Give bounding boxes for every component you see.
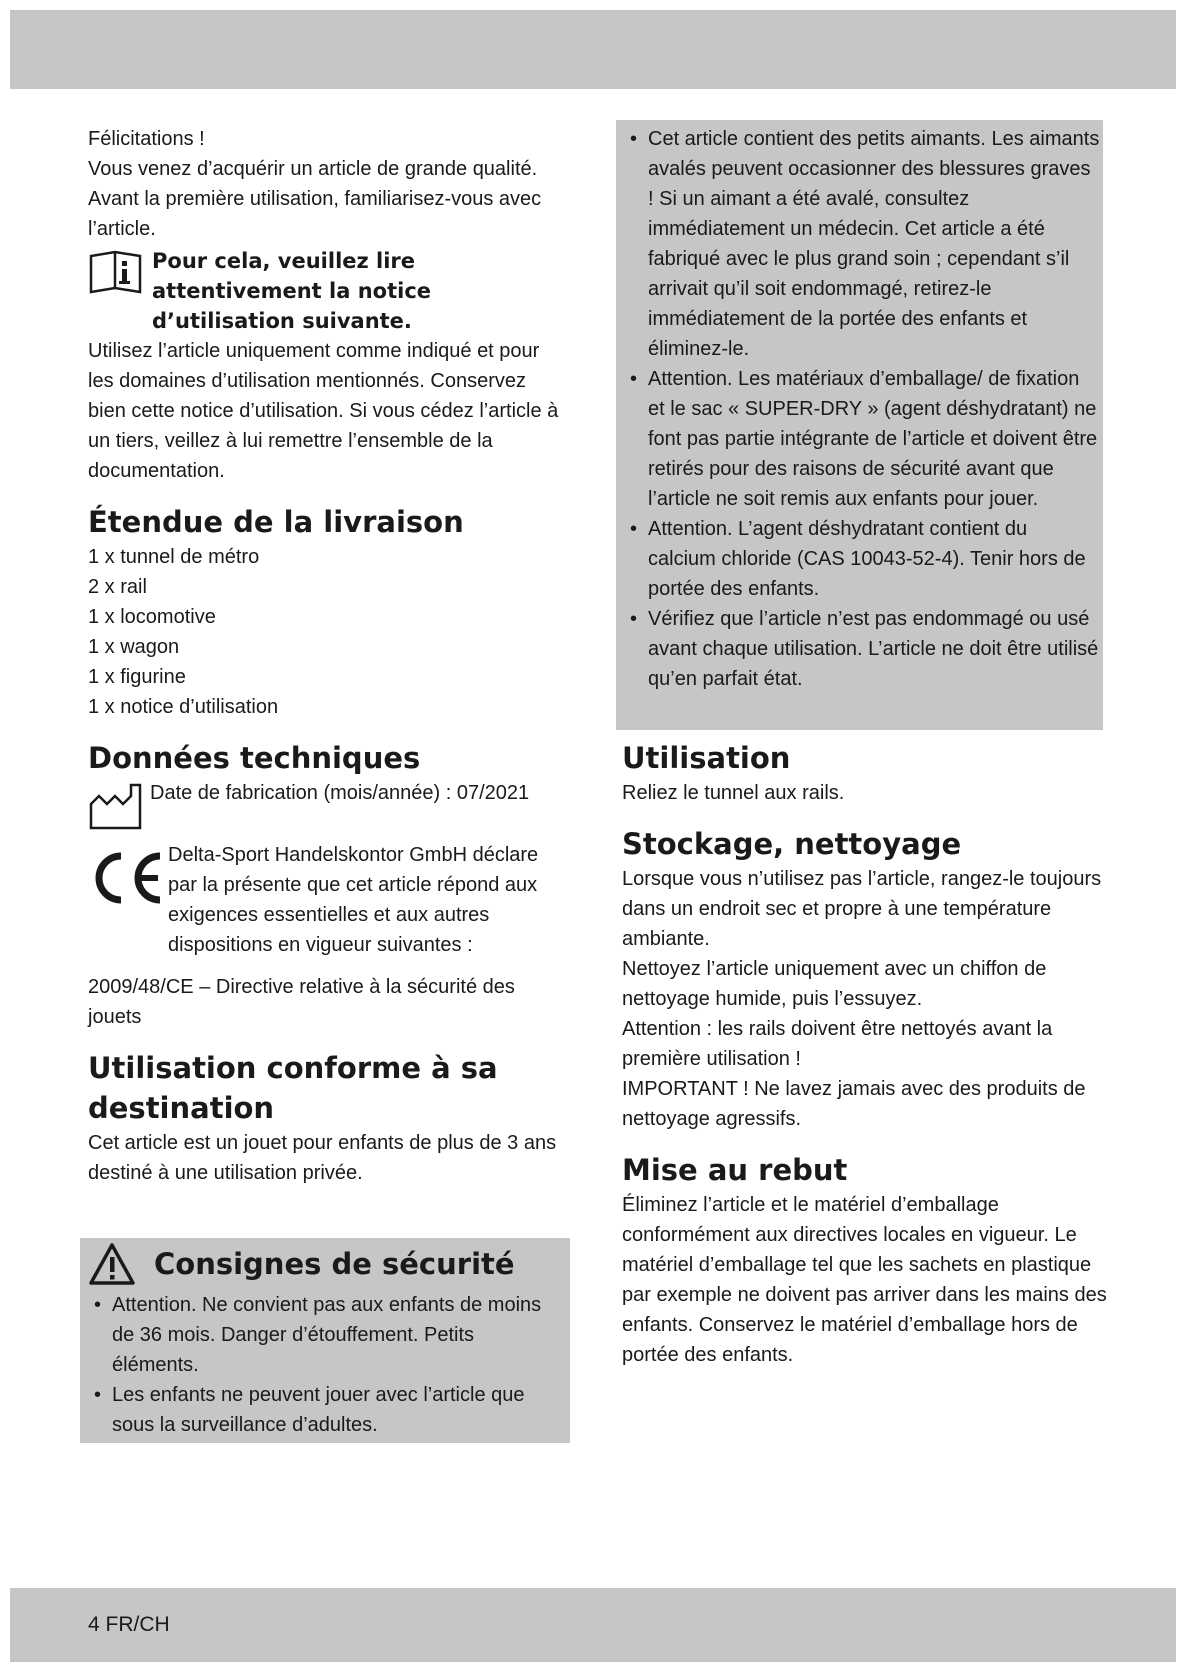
safety-list (88, 1290, 564, 1440)
ce-text: Delta-Sport Handelskontor GmbH déclare par la présente que cet article répond aux exigences essentielles et aux autres dispositions en vigueur suivantes : (168, 844, 539, 956)
directive-text: 2009/48/CE – Directive relative à la sécurité des jouets (88, 976, 515, 1028)
safety-list-continued (624, 124, 1100, 694)
info-book-icon (88, 248, 144, 296)
right-column (622, 738, 1107, 1370)
list-item: • Attention. L’agent déshydratant contient du calcium chloride (CAS 10043-52-4). Tenir hors de portée des enfants. (624, 514, 1100, 604)
list-item: • Attention. Les matériaux d’emballage/ de fixation et le sac « SUPER-DRY » (agent déshydratant) ne font pas partie intégrante de l’article et doivent être retirés pour des raisons de sécurité avant que l’article ne soit remis aux enfants pour jouer. (624, 364, 1100, 514)
list-item: • Les enfants ne peuvent jouer avec l’article que sous la surveillance d’adultes. (88, 1380, 564, 1440)
usage-text: Reliez le tunnel aux rails. (622, 782, 845, 804)
safety-header (88, 1242, 564, 1286)
list-item: 2 x rail (88, 576, 147, 598)
safety-box-continued (616, 120, 1103, 730)
usage-notice-text: Utilisez l’article uniquement comme indiqué et pour les domaines d’utilisation mentionnés. Conservez bien cette notice d’utilisation. Si vous cédez l’article à un tiers, veillez à lui remettre l’ensemble de la documentation. (88, 340, 559, 482)
intended-use-text: Cet article est un jouet pour enfants de plus de 3 ans destiné à une utilisation privée. (88, 1132, 557, 1184)
list-item: • Cet article contient des petits aimants. Les aimants avalés peuvent occasionner des blessures graves ! Si un aimant a été avalé, consultez immédiatement un médecin. Cet article a été fabriqué avec le plus grand soin ; cependant s’il arrivait qu’il soit endommagé, retirez-le immédiatement de la portée des enfants et éliminez-le. (624, 124, 1100, 364)
manufacture-date-row (88, 778, 568, 832)
ce-mark-icon (88, 850, 168, 906)
list-item: 1 x locomotive (88, 606, 216, 628)
list-item: 1 x notice d’utilisation (88, 696, 279, 718)
safety-heading: Consignes de sécurité (154, 1247, 515, 1281)
read-instructions-note (88, 246, 568, 336)
list-item: 1 x figurine (88, 666, 186, 688)
footer-bar (10, 1588, 1176, 1662)
important-text: IMPORTANT ! Ne lavez jamais avec des produits de nettoyage agressifs. (622, 1078, 1086, 1130)
bold-note: Pour cela, veuillez lire attentivement la notice d’utilisation suivante. (152, 249, 432, 333)
intro-text: Vous venez d’acquérir un article de grande qualité. Avant la première utilisation, familiarisez-vous avec l’article. (88, 158, 542, 240)
delivery-heading: Étendue de la livraison (88, 505, 464, 539)
rails-warning-text: Attention : les rails doivent être nettoyés avant la première utilisation ! (622, 1018, 1053, 1070)
storage-text: Lorsque vous n’utilisez pas l’article, rangez-le toujours dans un endroit sec et propre à une température ambiante. (622, 868, 1102, 950)
page-number: 4 FR/CH (88, 1613, 170, 1636)
safety-box (80, 1238, 570, 1443)
intended-use-heading: Utilisation conforme à sa destination (88, 1051, 498, 1125)
left-column (88, 124, 568, 1188)
manufacture-date: Date de fabrication (mois/année) : 07/2021 (150, 782, 530, 804)
tech-heading: Données techniques (88, 741, 421, 775)
list-item: • Vérifiez que l’article n’est pas endommagé ou usé avant chaque utilisation. L’article ne doit être utilisé qu’en parfait état. (624, 604, 1100, 694)
warning-triangle-icon (88, 1242, 136, 1286)
usage-heading: Utilisation (622, 741, 791, 775)
disposal-text: Éliminez l’article et le matériel d’emballage conformément aux directives locales en vigueur. Le matériel d’emballage tel que les sachets en plastique par exemple ne doivent pas arriver dans les mains des enfants. Conservez le matériel d’emballage hors de portée des enfants. (622, 1194, 1107, 1366)
header-bar (10, 10, 1176, 89)
list-item: 1 x tunnel de métro (88, 546, 260, 568)
list-item: 1 x wagon (88, 636, 180, 658)
list-item: • Attention. Ne convient pas aux enfants de moins de 36 mois. Danger d’étouffement. Petits éléments. (88, 1290, 564, 1380)
ce-declaration (88, 840, 568, 960)
congrats-text: Félicitations ! (88, 128, 205, 150)
factory-icon (88, 782, 144, 832)
cleaning-text: Nettoyez l’article uniquement avec un chiffon de nettoyage humide, puis l’essuyez. (622, 958, 1047, 1010)
storage-heading: Stockage, nettoyage (622, 827, 962, 861)
disposal-heading: Mise au rebut (622, 1153, 848, 1187)
delivery-list (88, 542, 568, 722)
